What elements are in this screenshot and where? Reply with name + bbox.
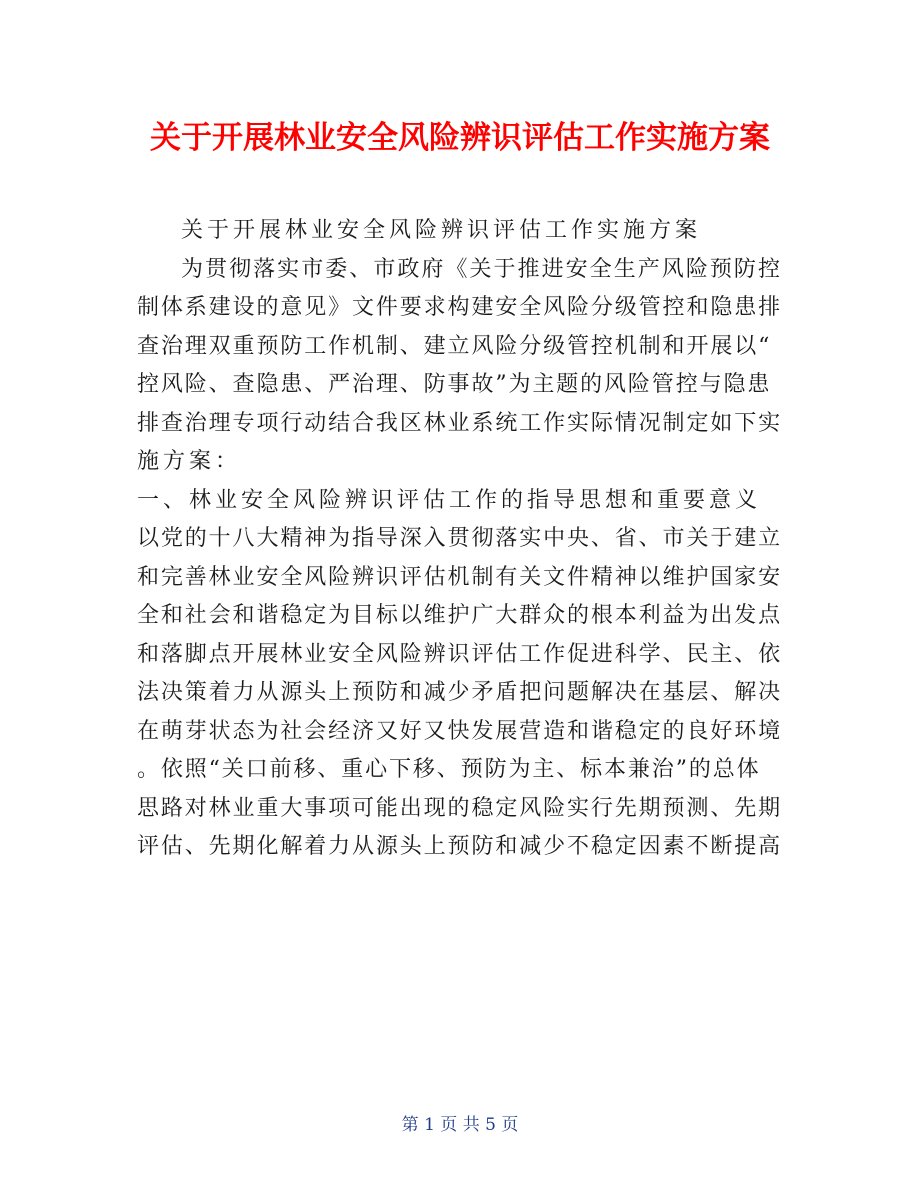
paragraph-line: 施方案： <box>137 449 242 474</box>
paragraph-line: 法决策着力从源头上预防和减少矛盾把问题解决在基层、解决 <box>137 680 783 705</box>
document-title: 关于开展林业安全风险辨识评估工作实施方案 <box>150 120 770 156</box>
section-heading: 一、林业安全风险辨识评估工作的指导思想和重要意义 <box>137 487 762 513</box>
paragraph-line: 以党的十八大精神为指导深入贯彻落实中央、省、市关于建立 <box>137 526 783 551</box>
paragraph-line: 和完善林业安全风险辨识评估机制有关文件精神以维护国家安 <box>137 564 783 590</box>
paragraph-line: 为贯彻落实市委、市政府《关于推进安全生产风险预防控 <box>181 256 783 282</box>
paragraph-line: 在萌芽状态为社会经济又好又快发展营造和谐稳定的良好环境 <box>137 718 783 744</box>
paragraph-line: 思路对林业重大事项可能出现的稳定风险实行先期预测、先期 <box>137 795 783 821</box>
subtitle-line: 关于开展林业安全风险辨识评估工作实施方案 <box>181 218 702 243</box>
paragraph-line: 控风险、查隐患、严治理、防事故”为主题的风险管控与隐患 <box>137 372 772 397</box>
paragraph-line: 评估、先期化解着力从源头上预防和减少不稳定因素不断提高 <box>137 834 783 859</box>
paragraph-line: 制体系建设的意见》文件要求构建安全风险分级管控和隐患排 <box>137 295 783 320</box>
page-number-footer: 第 1 页 共 5 页 <box>401 1115 519 1135</box>
paragraph-line: 排查治理专项行动结合我区林业系统工作实际情况制定如下实 <box>137 410 783 436</box>
paragraph-line: 查治理双重预防工作机制、建立风险分级管控机制和开展以“ <box>137 333 772 359</box>
paragraph-line: 和落脚点开展林业安全风险辨识评估工作促进科学、民主、依 <box>137 641 783 667</box>
paragraph-line: 全和社会和谐稳定为目标以维护广大群众的根本利益为出发点 <box>137 603 783 628</box>
document-body <box>137 212 782 867</box>
paragraph-line: 。依照“关口前移、重心下移、预防为主、标本兼治”的总体 <box>137 757 761 782</box>
